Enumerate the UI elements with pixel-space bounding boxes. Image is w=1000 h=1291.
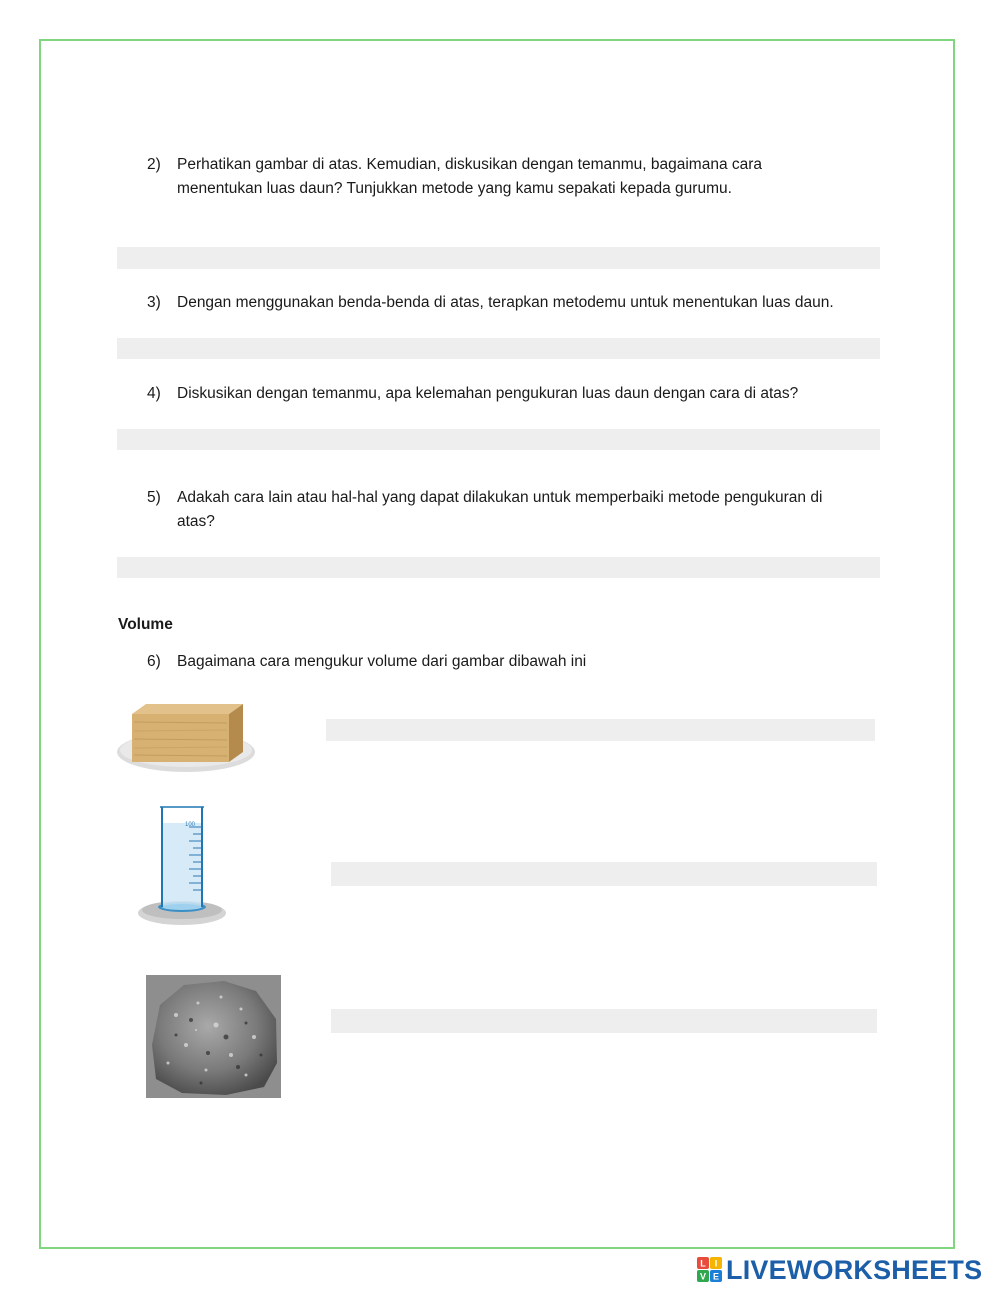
question-6 bbox=[147, 650, 887, 674]
answer-field-rock[interactable] bbox=[331, 1009, 877, 1033]
answer-field-cylinder[interactable] bbox=[331, 862, 877, 886]
question-number: 4) bbox=[147, 385, 161, 402]
badge-letter: I bbox=[714, 1258, 718, 1269]
liveworksheets-logo bbox=[697, 1256, 982, 1284]
question-text-line: menentukan luas daun? Tunjukkan metode yang kamu sepakati kepada gurumu. bbox=[177, 180, 732, 197]
question-text-line: Diskusikan dengan temanmu, apa kelemahan pengukuran luas daun dengan cara di atas? bbox=[177, 385, 799, 402]
question-4 bbox=[147, 382, 887, 406]
badge-letter: V bbox=[699, 1271, 707, 1282]
brand-text: LIVEWORKSHEETS bbox=[726, 1254, 983, 1285]
answer-field-q3[interactable] bbox=[117, 338, 880, 359]
rock-image bbox=[146, 975, 281, 1098]
question-text-line: Dengan menggunakan benda-benda di atas, terapkan metodemu untuk menentukan luas daun. bbox=[177, 294, 834, 311]
answer-field-q2[interactable] bbox=[117, 247, 880, 269]
question-2 bbox=[147, 153, 887, 201]
graduated-cylinder-image bbox=[137, 803, 229, 927]
question-text-line: Perhatikan gambar di atas. Kemudian, diskusikan dengan temanmu, bagaimana cara bbox=[177, 156, 763, 173]
question-number: 5) bbox=[147, 489, 161, 506]
wooden-block-image bbox=[116, 700, 258, 775]
section-heading: Volume bbox=[118, 616, 173, 633]
question-number: 2) bbox=[147, 156, 161, 173]
question-3 bbox=[147, 291, 887, 315]
question-text-line: atas? bbox=[177, 513, 215, 530]
logo-badge-icon bbox=[697, 1257, 723, 1283]
answer-field-q5[interactable] bbox=[117, 557, 880, 578]
badge-letter: E bbox=[712, 1271, 720, 1282]
answer-field-wood[interactable] bbox=[326, 719, 875, 741]
question-text-line: Bagaimana cara mengukur volume dari gambar dibawah ini bbox=[177, 653, 587, 670]
answer-field-q4[interactable] bbox=[117, 429, 880, 450]
question-number: 3) bbox=[147, 294, 161, 311]
question-text-line: Adakah cara lain atau hal-hal yang dapat dilakukan untuk memperbaiki metode pengukuran di bbox=[177, 489, 823, 506]
badge-letter: L bbox=[700, 1258, 706, 1269]
cylinder-scale-label: 100 bbox=[185, 822, 196, 828]
question-number: 6) bbox=[147, 653, 161, 670]
question-5 bbox=[147, 486, 887, 534]
